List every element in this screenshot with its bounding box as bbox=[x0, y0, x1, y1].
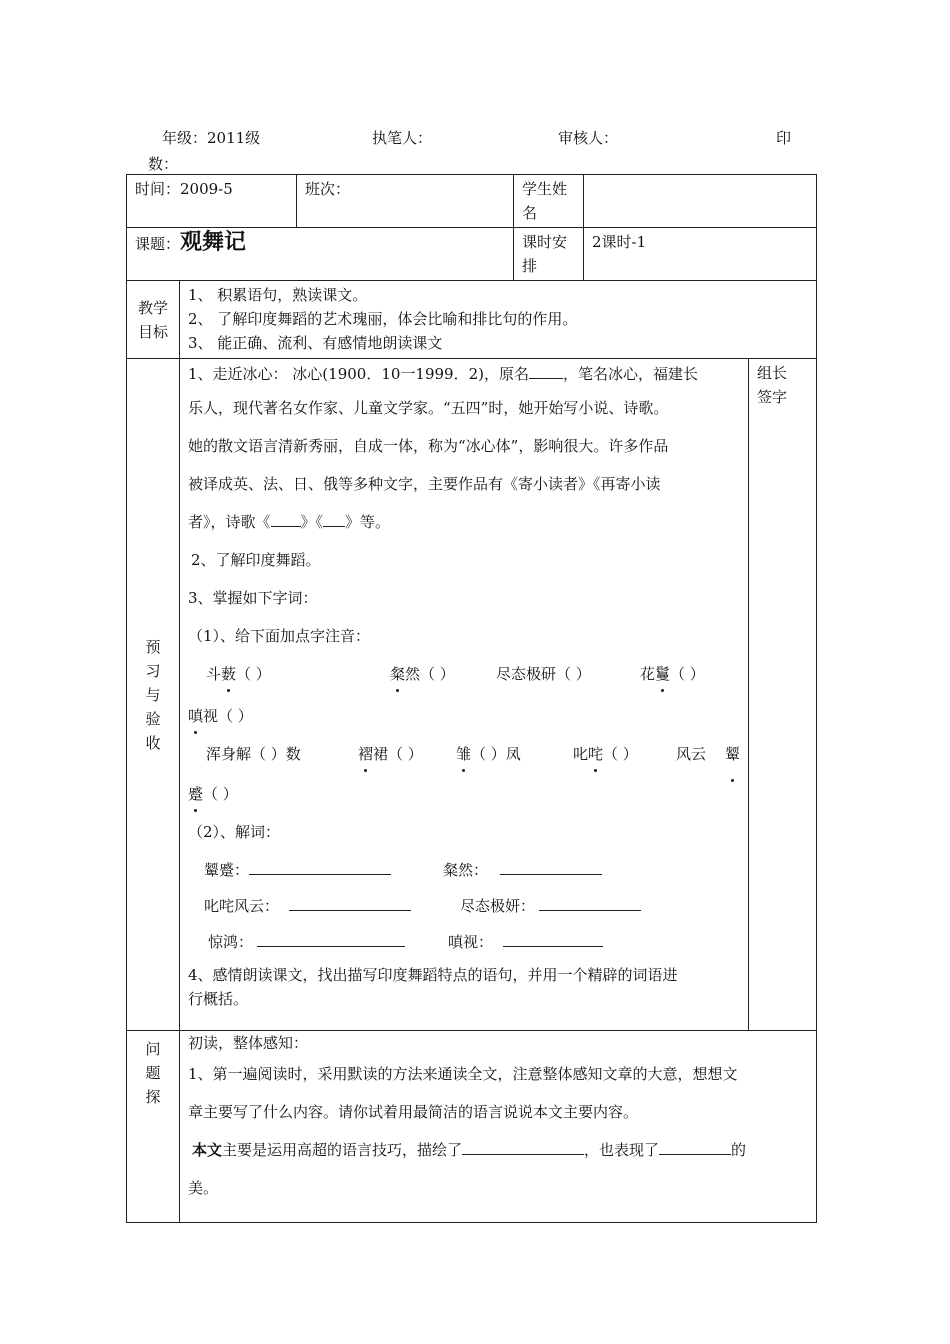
preview-row bbox=[127, 359, 817, 1031]
print-count-label: 数： bbox=[148, 155, 179, 173]
inquiry-content: 初读，整体感知： 1、第一遍阅读时，采用默读的方法来通读全文，注意整体感知文章的大意，想想文 章主要写了什么内容。请你试着用最简洁的语言说说本文主要内容。 本文主要是运用高超的语言技巧，描绘了 ，也表现了 的 美。 bbox=[180, 1031, 817, 1223]
leader-sign-cell[interactable]: 组长 签字 bbox=[749, 359, 817, 1031]
lesson-table bbox=[126, 174, 817, 1223]
period-value-cell: 2课时-1 bbox=[584, 228, 817, 281]
goal-item: 1、 积累语句，熟读课文。 bbox=[188, 286, 368, 304]
writer-label: 执笔人： bbox=[372, 129, 433, 147]
answer-blank-2[interactable] bbox=[659, 1138, 731, 1155]
period-label-cell: 课时安 排 bbox=[514, 228, 584, 281]
define-blank[interactable] bbox=[500, 858, 602, 875]
topic-title: 观舞记 bbox=[180, 229, 247, 255]
define-blank[interactable] bbox=[249, 858, 391, 875]
student-label-cell: 学生姓 名 bbox=[514, 175, 584, 228]
inquiry-label: 问 题 探 bbox=[127, 1031, 180, 1223]
pinyin-row-2: 浑身解（ ）数 褶裙（ ） 雏（ ）凤 叱咤（ ） 风云 颦 bbox=[188, 735, 740, 775]
goal-item: 3、 能正确、流利、有感情地朗读课文 bbox=[188, 334, 443, 352]
define-blank[interactable] bbox=[503, 930, 603, 947]
info-row bbox=[127, 175, 817, 228]
define-row-3: 惊鸿： 嗔视： bbox=[188, 923, 740, 959]
original-name-blank[interactable] bbox=[529, 362, 563, 379]
preview-content: 1、走近冰心： 冰心(1900．10一1999．2)，原名 ，笔名冰心，福建长 乐人，现代著名女作家、儿童文学家。“五四”时，她开始写小说、诗歌。 她的散文语言清新秀丽，自成一体，称为“冰心体”，影响很大。许多作品 被译成英、法、日、俄等多种文字，主要作品有《寄小读者》《再寄小读 者》，诗歌《 》《 》等。 2、了解印度舞蹈。 3、掌握如下字词： （1）、给下面加点字注音： 斗薮（ ） 粲然（ ） 尽态极研（ ） 花鬘（ ） 嗔视（ ） 浑身解（ ）数 褶裙（ ） 雏（ ）凤 叱咤（ ） 风云 颦 蹙（ ） （2）、解词： 颦蹙： 粲然： 叱咤风云： 尽态极妍： 惊鸿： 嗔视： 4、感情朗读课文，找出描写印度舞蹈特点的语句，并用一个精辟的词语进 行概括。 bbox=[180, 359, 749, 1031]
poem-blank-1[interactable] bbox=[271, 510, 301, 527]
student-name-cell[interactable] bbox=[584, 175, 817, 228]
define-blank[interactable] bbox=[257, 930, 405, 947]
goals-row bbox=[127, 281, 817, 359]
inquiry-row bbox=[127, 1031, 817, 1223]
goal-item: 2、 了解印度舞蹈的艺术瑰丽，体会比喻和排比句的作用。 bbox=[188, 310, 578, 328]
grade-label: 年级：2011级 bbox=[162, 129, 261, 147]
goals-cell bbox=[180, 281, 817, 359]
answer-blank-1[interactable] bbox=[462, 1138, 584, 1155]
pinyin-row-1: 斗薮（ ） 粲然（ ） 尽态极研（ ） 花鬘（ ） bbox=[206, 665, 705, 683]
topic-cell: 课题：观舞记 bbox=[127, 228, 514, 281]
define-blank[interactable] bbox=[539, 894, 641, 911]
goals-label: 教学 目标 bbox=[127, 281, 180, 359]
define-row-2: 叱咤风云： 尽态极妍： bbox=[188, 887, 740, 923]
poem-blank-2[interactable] bbox=[323, 510, 345, 527]
class-cell: 班次： bbox=[297, 175, 514, 228]
time-cell: 时间：2009-5 bbox=[127, 175, 297, 228]
topic-row bbox=[127, 228, 817, 281]
reviewer-label: 审核人： bbox=[558, 129, 619, 147]
print-label: 印 bbox=[776, 129, 792, 147]
define-row-1: 颦蹙： 粲然： bbox=[188, 851, 740, 887]
preview-label: 预 习 与 验 收 bbox=[127, 359, 180, 1031]
define-blank[interactable] bbox=[289, 894, 411, 911]
